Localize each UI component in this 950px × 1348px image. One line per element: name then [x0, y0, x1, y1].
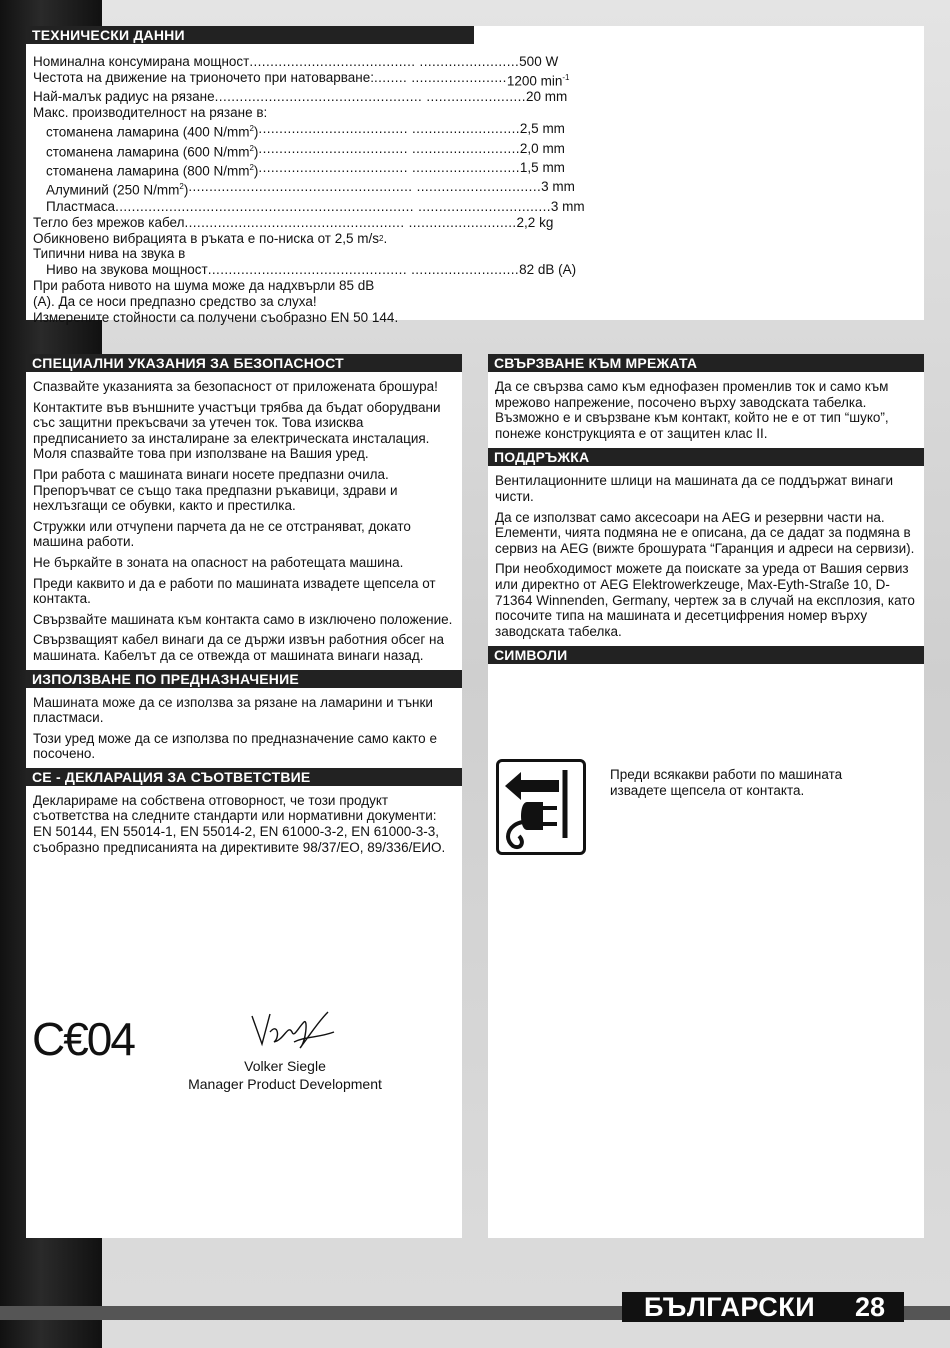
usage-paragraph: Машината може да се използва за рязане на ламарини и тънки пластмаси.: [33, 694, 433, 726]
spec-row-steel-800: стоманена ламарина (800 $N/mm^2$) .................................... .......................... 1,5 mm: [46, 159, 565, 179]
left-column: [26, 354, 462, 860]
safety-title: СПЕЦИАЛНИ УКАЗАНИЯ ЗА БЕЗОПАСНОСТ: [26, 354, 462, 372]
noise-note-text: (A). Да се носи предпазно средство за слуха!: [33, 294, 317, 310]
spec-value: 500 W: [519, 54, 559, 69]
spec-row-capacity-heading: [33, 105, 585, 121]
mains-body: [488, 372, 924, 441]
signatory-role: Manager Product Development: [188, 1076, 382, 1092]
maintenance-paragraph: Вентилационните шлици на машината да се поддържат винаги чисти.: [495, 473, 894, 504]
spec-value: 3 mm: [541, 179, 575, 195]
usage-title: ИЗПОЛЗВАНЕ ПО ПРЕДНАЗНАЧЕНИЕ: [26, 670, 462, 688]
spec-row-plastic: [33, 199, 585, 215]
technical-data-title: ТЕХНИЧЕСКИ ДАННИ: [26, 26, 474, 44]
unit-superscript: -1: [562, 72, 570, 82]
right-column: [488, 354, 924, 664]
vibration-text: Обикновено вибрацията в ръката е по-ниска от 2,5 m/s: [33, 230, 379, 246]
spec-label: Номинална консумирана мощност: [33, 54, 250, 69]
spec-dots: .................................... ..........................: [258, 159, 520, 175]
spec-value: 3 mm: [550, 198, 585, 214]
unplug-icon: [496, 759, 586, 855]
ce-declaration-text: Декларираме на собствена отговорност, че този продукт съответства на следните стандарти или нормативни документи: EN 50144, EN 55014-1, EN 55014-2, EN 61000-3-2, EN 61000-3-3, съобразно предписанията на директивите 98/37/ЕО, 89/336/ЕИО.: [33, 792, 446, 855]
spec-value: 1,5 mm: [519, 159, 565, 175]
spec-label: Тегло без мрежов кабел: [33, 214, 185, 230]
measured-note-text: Измерените стойности са получени съобразно EN 50 144.: [33, 310, 399, 326]
spec-noise-title: [33, 246, 585, 262]
spec-noise-note-2: [33, 294, 585, 310]
spec-value: 20 mm: [525, 89, 568, 105]
unplug-icon-graphic: [499, 762, 583, 852]
spec-label: стоманена ламарина (800 N/mm: [46, 163, 250, 179]
safety-body: [26, 372, 462, 664]
spec-row-steel-600: стоманена ламарина (600 $N/mm^2$) .................................... .......................... 2,0 mm: [46, 140, 565, 160]
usage-paragraph: Този уред може да се използва по предназначение само както е посочено.: [33, 730, 437, 762]
maintenance-paragraph: Да се използват само аксесоари на AEG и резервни части на. Елементи, чията подмяна не е описана, да се дадат за подмяна в сервиз на AEG (вижте брошурата “Гаранция и адреси на сервизи).: [495, 509, 915, 556]
mains-title: СВЪРЗВАНЕ КЪМ МРЕЖАТА: [488, 354, 924, 372]
unit-superscript: 2: [249, 143, 254, 153]
unit-superscript: 2: [249, 124, 254, 134]
safety-paragraph: Преди каквито и да е работи по машината извадете щепсела от контакта.: [33, 575, 436, 607]
spec-row-radius: [33, 89, 585, 105]
ce-mark: C€04: [32, 1013, 134, 1065]
spec-value: 82 dB (A): [519, 262, 577, 278]
safety-paragraph: Не бъркайте в зоната на опасност на работещата машина.: [33, 554, 404, 570]
spec-label: Честота на движение на трионочето при натоварване:: [33, 69, 374, 85]
technical-header-strip: [468, 26, 924, 44]
spec-row-sound-power: [33, 262, 585, 278]
spec-dots: ...................................................... ..............................: [188, 179, 542, 195]
safety-paragraph: Контактите във външните участъци трябва да бъдат оборудвани със защитни прекъсвачи за утечен ток. Това изисква предписанието за инсталиране за електрическата инсталация. Моля спазвайте това при използване на Вашия уред.: [33, 399, 441, 462]
spec-value: 2,2 kg: [516, 214, 554, 230]
spec-label: стоманена ламарина (400 N/mm: [46, 124, 250, 140]
spec-dots: ........................................................................ ................................: [115, 198, 551, 214]
unplug-symbol-text: Преди всякакви работи по машината извадете щепсела от контакта.: [610, 767, 843, 798]
safety-paragraph: Спазвайте указанията за безопасност от приложената брошура!: [33, 379, 438, 394]
spec-dots: ........................................ ........................: [249, 54, 520, 69]
unit-superscript: 2: [378, 233, 384, 243]
maintenance-body: [488, 466, 924, 639]
noise-note-text: При работа нивото на шума може да надхвърли 85 dB: [33, 278, 375, 294]
spec-dots: .................................................. ........................: [214, 89, 526, 105]
spec-dots: .................................... ..........................: [258, 121, 520, 137]
footer-language: БЪЛГАРСКИ: [644, 1292, 816, 1322]
spec-value: 1200 min: [506, 73, 563, 89]
spec-dots: ........ .......................: [374, 69, 507, 85]
maintenance-paragraph: При необходимост можете да поискате за уреда от Вашия сервиз или директно от AEG Elektrowerkzeuge, Max-Eyth-Straße 10, D-71364 Winnenden, Germany, чертеж за в случай на експлозия, като посочите типа на машината и десетцифрения номер върху заводската табелка.: [495, 561, 915, 639]
spec-row-weight: [33, 215, 585, 231]
maintenance-title: ПОДДРЪЖКА: [488, 448, 924, 466]
spec-dots: ..................................................... ..........................: [184, 214, 517, 230]
spec-label: Най-малък радиус на рязане: [33, 89, 215, 105]
safety-paragraph: Свързвайте машината към контакта само в изключено положение.: [33, 611, 453, 627]
mains-paragraph: Да се свързва само към еднофазен променлив ток и само към мрежово напрежение, посочено върху заводската табелка. Възможно е и свързване към контакт, който не е от тип “шуко”, понеже конструкцията е от защитен клас II.: [495, 379, 889, 441]
ce-title: CE - ДЕКЛАРАЦИЯ ЗА СЪОТВЕТСТВИЕ: [26, 768, 462, 786]
spec-value: 2,5 mm: [519, 121, 565, 137]
safety-paragraph: При работа с машината винаги носете предпазни очила. Препоръчват се също така предпазни ръкавици, здрави и нехлъзгащи се обувки, както и престилка.: [33, 466, 398, 514]
spec-row-stroke-rate: [33, 70, 585, 89]
symbols-title: СИМВОЛИ: [488, 646, 924, 664]
spec-label: Алуминий (250 N/mm: [46, 182, 180, 198]
spec-dots: ................................................ ..........................: [207, 262, 520, 278]
safety-paragraph: Стружки или отчупени парчета да не се отстраняват, докато машина работи.: [33, 518, 411, 550]
spec-row-power: [33, 54, 585, 70]
signatory-name: Volker Siegle: [244, 1058, 326, 1074]
technical-specs: [33, 54, 585, 326]
noise-title-text: Типични нива на звука в: [33, 246, 186, 262]
signature-image: [248, 1002, 338, 1058]
spec-vibration: Обикновено вибрацията в ръката е по-ниска от 2,5 m/s 2 .: [33, 230, 388, 246]
usage-body: [26, 688, 462, 762]
spec-measured-note: [33, 310, 585, 326]
spec-label: Пластмаса: [46, 198, 116, 214]
ce-body: [26, 786, 462, 855]
spec-noise-note-1: [33, 278, 585, 294]
spec-label: стоманена ламарина (600 N/mm: [46, 144, 250, 160]
safety-paragraph: Свързващият кабел винаги да се държи извън работния обсег на машината. Кабелът да се отвежда от машината винаги назад.: [33, 632, 445, 663]
spec-label: Макс. производителност на рязане в:: [33, 105, 268, 121]
spec-row-steel-400: стоманена ламарина (400 $N/mm^2$) .................................... .......................... 2,5 mm: [46, 121, 565, 140]
spec-dots: .................................... ..........................: [258, 140, 520, 156]
unit-superscript: 2: [249, 162, 254, 172]
spec-value: 2,0 mm: [519, 140, 565, 156]
spec-label: Ниво на звукова мощност: [46, 262, 208, 278]
spec-row-aluminium: Алуминий (250 $N/mm^2$) ...................................................... .............................. 3 mm: [46, 179, 575, 198]
signatory: [150, 1057, 420, 1093]
page-number: 28: [855, 1292, 886, 1322]
unit-superscript: 2: [179, 182, 184, 192]
